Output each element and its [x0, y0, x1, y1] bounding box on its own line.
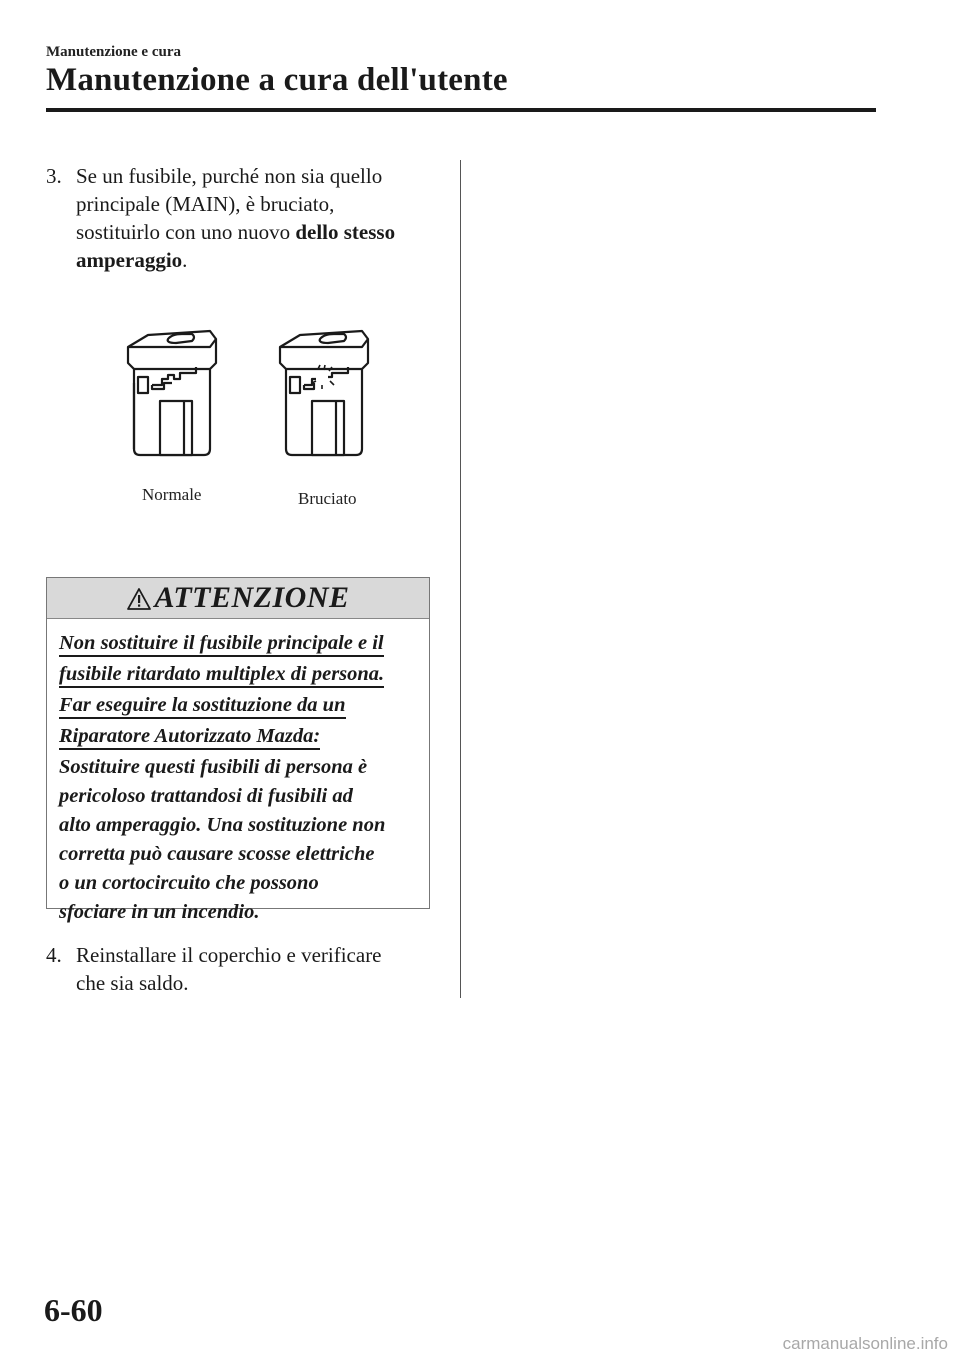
watermark: carmanualsonline.info	[782, 1334, 948, 1353]
caution-line: sfociare in un incendio.	[59, 901, 260, 923]
step-line	[76, 246, 436, 274]
caution-line: pericoloso trattandosi di fusibili ad	[59, 785, 353, 807]
caution-title: ATTENZIONE	[154, 581, 350, 614]
fuse-illustration	[110, 325, 390, 510]
step-line: Reinstallare il coperchio e verificare	[76, 943, 382, 967]
step-text-bold: dello stesso	[295, 220, 396, 244]
label-normal: Normale	[142, 485, 202, 504]
column-divider	[460, 160, 461, 998]
step-text-plain: .	[182, 248, 188, 272]
caution-header	[47, 578, 429, 619]
fuse-diagram	[110, 325, 390, 485]
page-number: 6-60	[44, 1292, 103, 1328]
label-blown: Bruciato	[298, 489, 357, 508]
step-line	[76, 218, 436, 246]
section-label: Manutenzione e cura	[46, 44, 181, 60]
title-rule	[46, 108, 876, 112]
caution-line: Sostituire questi fusibili di persona è	[59, 756, 368, 778]
caution-underlined-line: Far eseguire la sostituzione da un	[59, 693, 346, 719]
caution-body	[47, 619, 429, 927]
caution-line: alto amperaggio. Una sostituzione non	[59, 814, 386, 836]
page-title: Manutenzione a cura dell'utente	[46, 62, 508, 98]
step-4	[46, 941, 436, 997]
step-line: Se un fusibile, purché non sia quello	[76, 164, 383, 188]
caution-underlined-line: Riparatore Autorizzato Mazda:	[59, 724, 320, 750]
step-line: che sia saldo.	[76, 971, 189, 995]
step-number: 4.	[46, 943, 62, 967]
step-text-bold: amperaggio	[76, 248, 183, 272]
caution-underlined-line: Non sostituire il fusibile principale e il	[59, 631, 384, 657]
caution-line: o un cortocircuito che possono	[59, 872, 319, 894]
normal-fuse-icon	[128, 331, 216, 455]
step-line: principale (MAIN), è bruciato,	[76, 192, 335, 216]
warning-triangle-icon	[126, 587, 152, 611]
step-number: 3.	[46, 164, 62, 188]
caution-line: corretta può causare scosse elettriche	[59, 843, 375, 865]
blown-fuse-icon	[280, 331, 368, 455]
caution-underlined-line: fusibile ritardato multiplex di persona.	[59, 662, 384, 688]
step-text-plain: sostituirlo con uno nuovo	[76, 220, 296, 244]
step-3	[46, 162, 436, 274]
step-text	[76, 162, 436, 274]
step-text	[76, 941, 436, 997]
caution-box	[46, 577, 430, 923]
